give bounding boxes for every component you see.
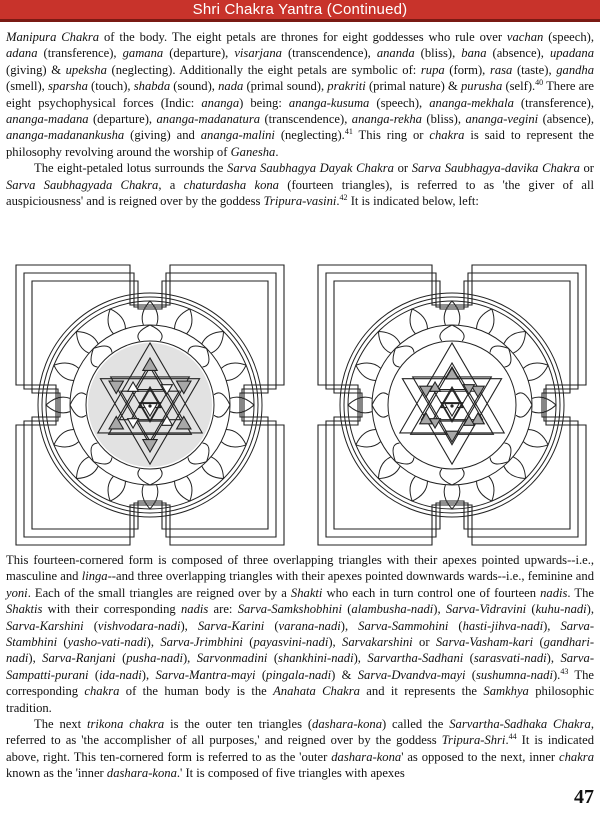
outer-lotus-petal (76, 457, 98, 479)
outer-lotus-petal (76, 331, 98, 353)
bindu-dot (148, 404, 151, 407)
page-number: 47 (574, 786, 594, 808)
paragraph-2: The eight-petaled lotus surrounds the Sarva Saubhagya Dayak Chakra or Sarva Saubhagya-davika Chakra or Sarva Saubhagyada Chakra, a chaturdasha kona (fourteen triangles), is referred to as 'the giver of all auspiciousness' and is reigned over by the goddess Tripura-vasini.$^{42}$ It is indicated below, left: (6, 161, 594, 209)
outer-lotus-petal (504, 331, 526, 353)
outer-lotus-petal (504, 457, 526, 479)
paragraph-3: This fourteen-cornered form is composed of three overlapping triangles with their apexes pointed upwards--i.e., masculine and linga--and three overlapping triangles with their apexes pointed downwards wards--i.e., feminine and yoni. Each of the small triangles are reigned over by a Shakti who each in turn control one of fourteen nadis. The Shaktis with their corresponding nadis are: Sarva-Samkshobhini (alambusha-nadi), Sarva-Vidravini (kuhu-nadi), Sarva-Karshini (vishvodara-nadi), Sarva-Karini (varana-nadi), Sarva-Sammohini (hasti-jihva-nadi), Sarva-Stambhini (yasho-vati-nadi), Sarva-Jrimbhini (payasvini-nadi), Sarvakarshini or Sarva-Vasham-kari (gandhari-nadi), Sarva-Ranjani (pusha-nadi), Sarvonmadini (shankhini-nadi), Sarvartha-Sadhani (sarasvati-nadi), Sarva-Sampatti-purani (ida-nadi), Sarva-Mantra-mayi (pingala-nadi) & Sarva-Dvandva-mayi (sushumna-nadi).$^{43}$ The corresponding chakra of the human body is the Anahata Chakra and it represents the Samkhya philosophic tradition. (6, 553, 595, 715)
inner-lotus-petal (440, 325, 464, 341)
header-underline (0, 19, 600, 22)
header-title: Shri Chakra Yantra (Continued) (192, 1, 408, 18)
outer-lotus-petal (378, 331, 400, 353)
outer-lotus-petal (202, 331, 224, 353)
text-block-top (6, 29, 594, 209)
paragraph-1: Manipura Chakra of the body. The eight petals are thrones for eight goddesses who rule over vachan (speech), adana (transference), gamana (departure), visarjana (transcendence), ananda (bliss), bana (absence), upadana (giving) & upeksha (neglecting). Additionally the eight petals are symbolic of: rupa (form), rasa (taste), gandha (smell), sparsha (touch), shabda (sound), nada (primal sound), prakriti (primal nature) & purusha (self).$^{40}$ There are eight psychophysical forces (Indic: ananga) being: ananga-kusuma (speech), ananga-mekhala (transference), ananga-madana (departure), ananga-madanatura (transcendence), ananga-rekha (bliss), ananga-vegini (absence), ananga-madanankusha (giving) and ananga-malini (neglecting).$^{41}$ This ring or chakra is said to represent the philosophy revolving around the worship of Ganesha. (6, 30, 595, 159)
inner-lotus-petal (516, 393, 532, 417)
inner-lotus-petal (214, 393, 230, 417)
paragraph-4: The next trikona chakra is the outer ten triangles (dashara-kona) called the Sarvartha-Sadhaka Chakra, referred to as 'the accomplisher of all purposes,' and reigned over by the goddess Tripura-Shri.$^{44}$ It is indicated above, right. This ten-cornered form is referred to as the 'outer dashara-kona' as opposed to the next, inner chakra known as the 'inner dashara-kona.' It is composed of five triangles with apexes (6, 717, 594, 781)
yantra-diagram-left (12, 262, 288, 548)
inner-lotus-petal (440, 469, 464, 485)
page-header (0, 0, 600, 22)
inner-lotus-petal (372, 393, 388, 417)
outer-lotus-petal (202, 457, 224, 479)
inner-lotus-petal (138, 325, 162, 341)
text-block-bottom (6, 552, 594, 782)
outer-lotus-petal (378, 457, 400, 479)
yantra-diagram-right (314, 262, 590, 548)
inner-lotus-petal (138, 469, 162, 485)
bindu-dot (450, 404, 453, 407)
inner-lotus-petal (70, 393, 86, 417)
